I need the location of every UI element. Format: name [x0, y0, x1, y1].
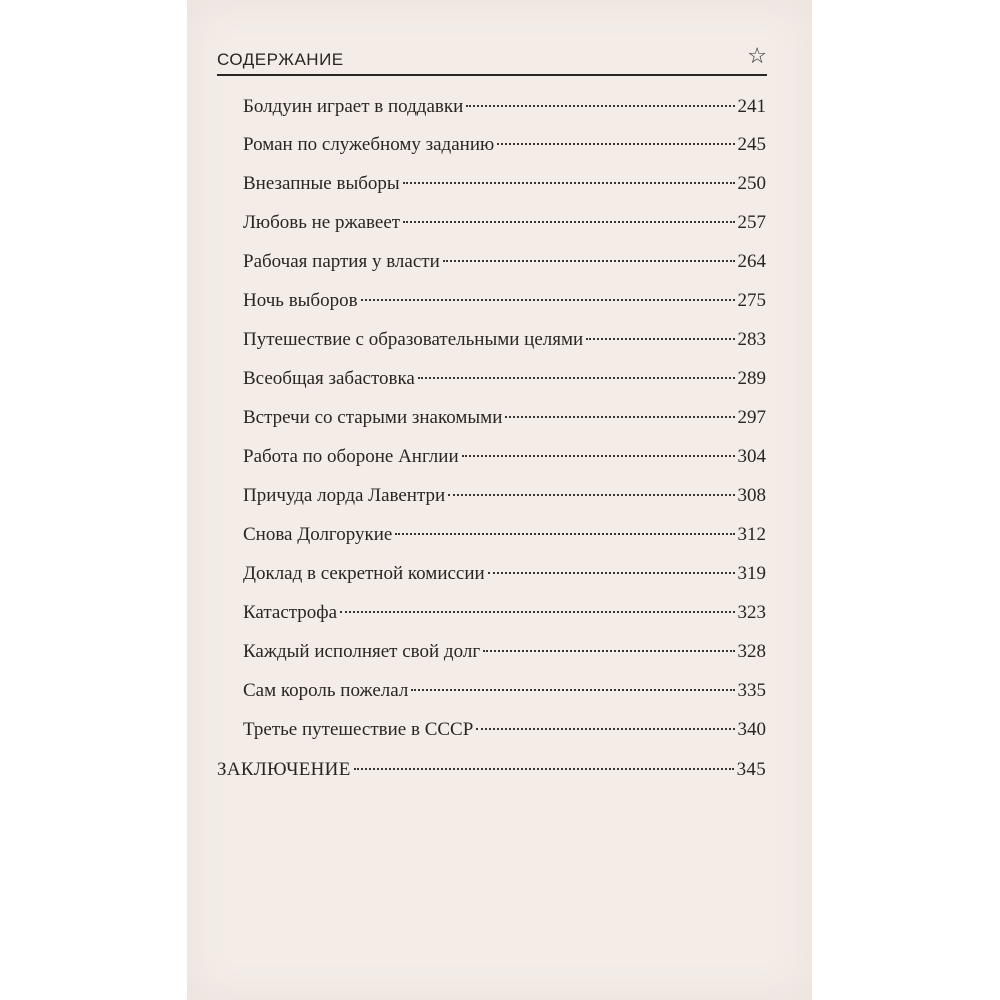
toc-entry-page: 297: [737, 407, 766, 428]
toc-entry-page: 241: [737, 96, 766, 117]
dot-leader: [466, 105, 734, 107]
toc-entry-page: 283: [737, 329, 766, 350]
toc-entry-title: Снова Долгорукие: [243, 524, 393, 545]
toc-entry[interactable]: [243, 407, 766, 433]
toc-entry[interactable]: [243, 680, 766, 706]
toc-entry-page: 275: [737, 290, 766, 311]
dot-leader: [443, 260, 735, 262]
toc-entry-page: 304: [737, 446, 766, 467]
toc-entry-title: Рабочая партия у власти: [243, 251, 440, 272]
toc-entry-title: Доклад в секретной комиссии: [243, 563, 485, 584]
dot-leader: [586, 338, 734, 340]
toc-entry-conclusion[interactable]: [217, 759, 766, 785]
toc-entry[interactable]: [243, 446, 766, 472]
dot-leader: [488, 572, 735, 574]
toc-entry-title: Причуда лорда Лавентри: [243, 485, 446, 506]
toc-entry-title: Ночь выборов: [243, 290, 358, 311]
toc-entry[interactable]: [243, 485, 766, 511]
dot-leader: [418, 377, 735, 379]
toc-entry[interactable]: [243, 719, 766, 745]
toc-entry[interactable]: [243, 290, 766, 316]
page-title: СОДЕРЖАНИЕ: [217, 50, 344, 69]
toc-entry-page: 323: [737, 602, 766, 623]
toc-entry[interactable]: [243, 212, 766, 238]
toc-entry[interactable]: [243, 134, 766, 160]
toc-entry-page: 289: [737, 368, 766, 389]
toc-entry-title: Работа по обороне Англии: [243, 446, 459, 467]
toc-entry-title: Катастрофа: [243, 602, 338, 623]
dot-leader: [411, 689, 734, 691]
dot-leader: [462, 455, 735, 457]
toc-entry-title: Сам король пожелал: [243, 680, 409, 701]
toc-entry-title: Всеобщая забастовка: [243, 368, 415, 389]
toc-entry-title: Третье путешествие в СССР: [243, 719, 474, 740]
toc-entry[interactable]: [243, 524, 766, 550]
toc-entry-page: 328: [737, 641, 766, 662]
dot-leader: [354, 768, 734, 770]
toc-entry[interactable]: [243, 96, 766, 122]
toc-entry[interactable]: [243, 251, 766, 277]
toc-entry-page: 335: [737, 680, 766, 701]
dot-leader: [476, 728, 734, 730]
toc-entry-title: ЗАКЛЮЧЕНИЕ: [217, 759, 351, 780]
toc-entry[interactable]: [243, 329, 766, 355]
toc-entry-title: Болдуин играет в поддавки: [243, 96, 464, 117]
dot-leader: [483, 650, 734, 652]
toc-entry-title: Путешествие с образовательными целями: [243, 329, 584, 350]
toc-entry-title: Роман по служебному заданию: [243, 134, 495, 155]
toc-entry[interactable]: [243, 368, 766, 394]
toc-entry-page: 312: [737, 524, 766, 545]
dot-leader: [395, 533, 734, 535]
toc-entry-page: 264: [737, 251, 766, 272]
toc-entry-page: 250: [737, 173, 766, 194]
toc-entry-title: Каждый исполняет свой долг: [243, 641, 481, 662]
star-outline-icon: ☆: [747, 44, 767, 69]
toc-entry-title: Любовь не ржавеет: [243, 212, 401, 233]
toc-entry[interactable]: [243, 602, 766, 628]
dot-leader: [497, 143, 734, 145]
dot-leader: [361, 299, 735, 301]
dot-leader: [340, 611, 734, 613]
toc-entry-page: 257: [737, 212, 766, 233]
dot-leader: [403, 182, 735, 184]
dot-leader: [448, 494, 734, 496]
toc-entry-page: 308: [737, 485, 766, 506]
toc-entry[interactable]: [243, 173, 766, 199]
toc-entry-page: 245: [737, 134, 766, 155]
toc-entry[interactable]: [243, 641, 766, 667]
toc-entry-page: 345: [736, 759, 766, 780]
dot-leader: [505, 416, 734, 418]
toc-entry-title: Встречи со старыми знакомыми: [243, 407, 503, 428]
dot-leader: [403, 221, 734, 223]
toc-entry[interactable]: [243, 563, 766, 589]
toc-entry-page: 340: [737, 719, 766, 740]
toc-entry-title: Внезапные выборы: [243, 173, 400, 194]
toc-entry-page: 319: [737, 563, 766, 584]
